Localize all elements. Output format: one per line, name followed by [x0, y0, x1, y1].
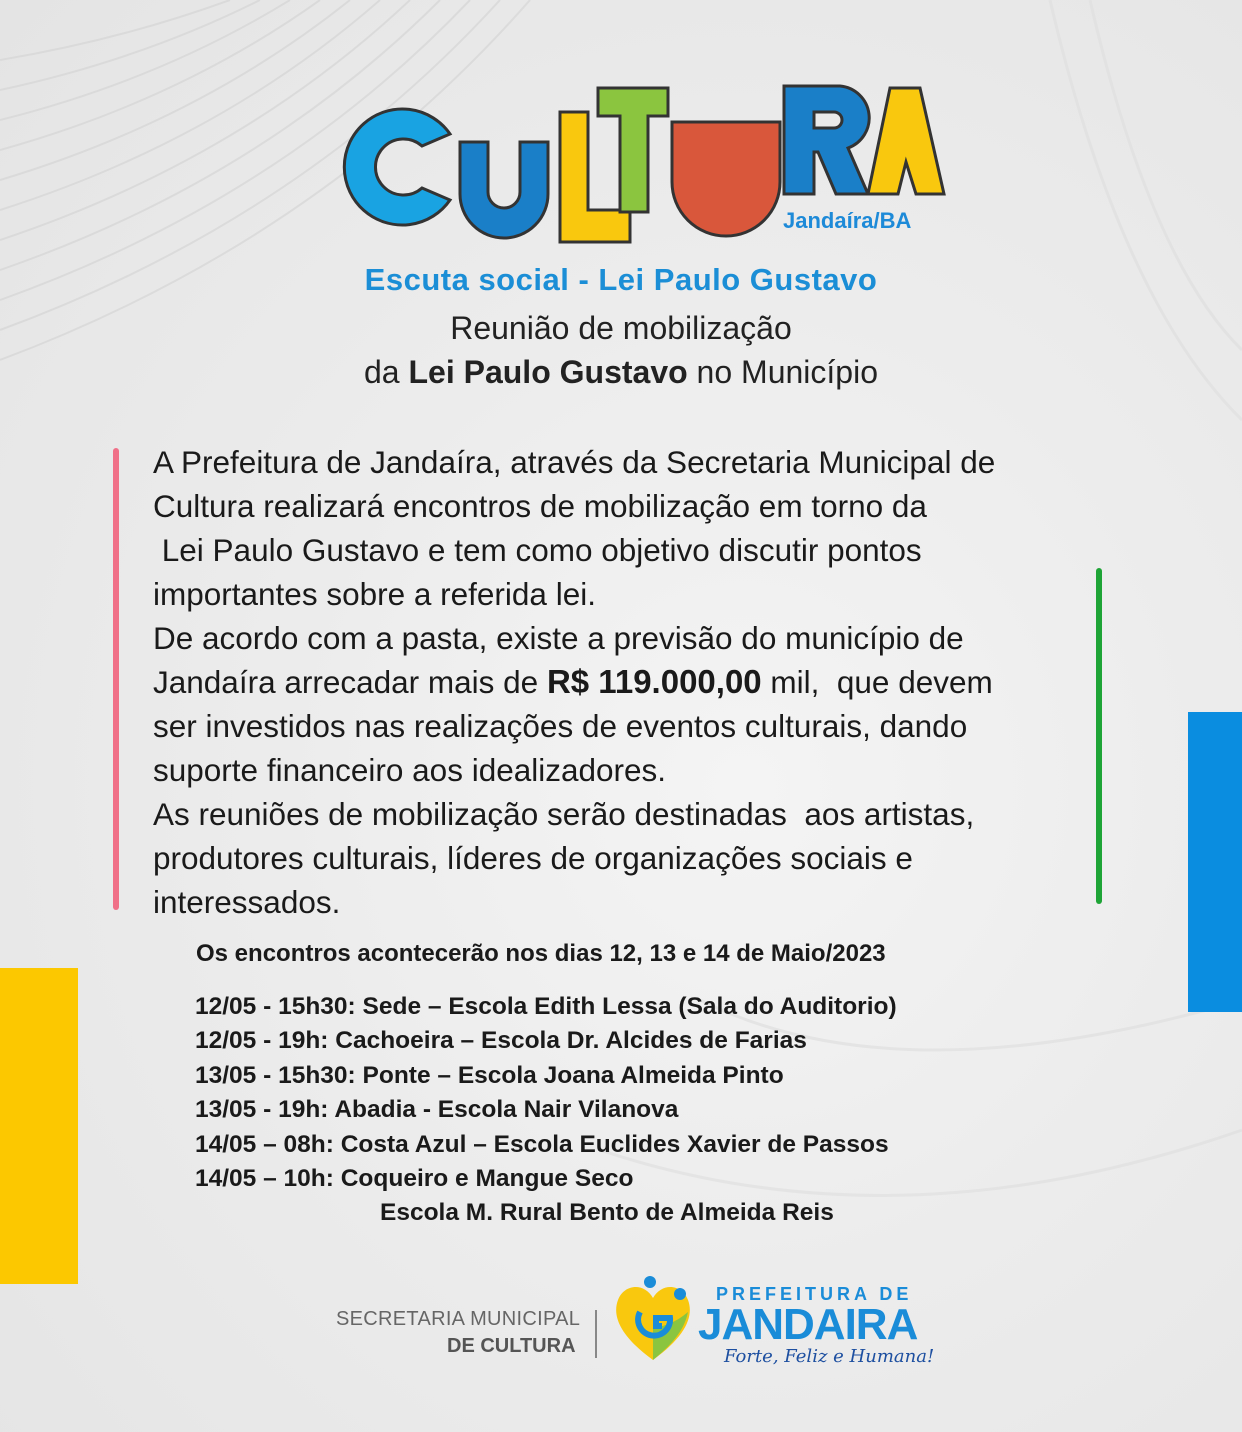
- logo-subtitle: Jandaíra/BA: [783, 208, 912, 233]
- paragraph-line: Jandaíra arrecadar mais de R$ 119.000,00 mil, que devem: [153, 663, 993, 700]
- event-item: 13/05 - 19h: Abadia - Escola Nair Vilanova: [195, 1096, 679, 1124]
- paragraph-line: Lei Paulo Gustavo e tem como objetivo discutir pontos: [153, 532, 922, 568]
- event-item: 12/05 - 15h30: Sede – Escola Edith Lessa (Sala do Auditorio): [195, 993, 897, 1020]
- amount-value: R$ 119.000,00: [546, 663, 762, 700]
- secretaria-label-line1: SECRETARIA MUNICIPAL: [336, 1308, 581, 1330]
- footer-divider: [595, 1310, 597, 1358]
- body-text: [153, 440, 1083, 924]
- paragraph-line: produtores culturais, líderes de organizações sociais e: [153, 840, 913, 876]
- headline: Escuta social - Lei Paulo Gustavo: [364, 262, 878, 297]
- paragraph-line: interessados.: [153, 884, 341, 920]
- decorative-blue-bar: [1188, 712, 1242, 1012]
- paragraph-line: Cultura realizará encontros de mobilização em torno da: [153, 488, 927, 524]
- event-item: 14/05 – 10h: Coqueiro e Mangue Seco: [195, 1164, 634, 1192]
- prefeitura-top-label: PREFEITURA DE: [716, 1284, 913, 1304]
- decorative-pink-line: [113, 448, 119, 910]
- event-item: 12/05 - 19h: Cachoeira – Escola Dr. Alcides de Farias: [195, 1027, 807, 1055]
- paragraph-line: As reuniões de mobilização serão destinadas aos artistas,: [153, 796, 975, 832]
- secretaria-label-line2: DE CULTURA: [447, 1335, 576, 1357]
- paragraph-line: A Prefeitura de Jandaíra, através da Secretaria Municipal de: [153, 444, 996, 480]
- paragraph-line: suporte financeiro aos idealizadores.: [153, 752, 667, 788]
- event-item-continuation: Escola M. Rural Bento de Almeida Reis: [380, 1199, 834, 1227]
- subheading-line2: da Lei Paulo Gustavo no Município: [364, 354, 878, 390]
- events-list: [195, 990, 897, 1231]
- decorative-green-line: [1096, 568, 1102, 904]
- events-title: Os encontros acontecerão nos dias 12, 13 e 14 de Maio/2023: [196, 940, 886, 967]
- decorative-yellow-bar: [0, 968, 78, 1284]
- paragraph-line: ser investidos nas realizações de eventos culturais, dando: [153, 708, 968, 744]
- event-item: 14/05 – 08h: Costa Azul – Escola Euclides Xavier de Passos: [195, 1130, 889, 1158]
- subheading-line1: Reunião de mobilização: [450, 310, 792, 346]
- prefeitura-name: JANDAIRA: [698, 1300, 918, 1349]
- prefeitura-heart-icon: [610, 1272, 696, 1364]
- event-item: 13/05 - 15h30: Ponte – Escola Joana Almeida Pinto: [195, 1061, 784, 1089]
- paragraph-line: De acordo com a pasta, existe a previsão do município de: [153, 620, 964, 656]
- prefeitura-slogan: Forte, Feliz e Humana!: [724, 1346, 935, 1367]
- paragraph-line: importantes sobre a referida lei.: [153, 576, 596, 612]
